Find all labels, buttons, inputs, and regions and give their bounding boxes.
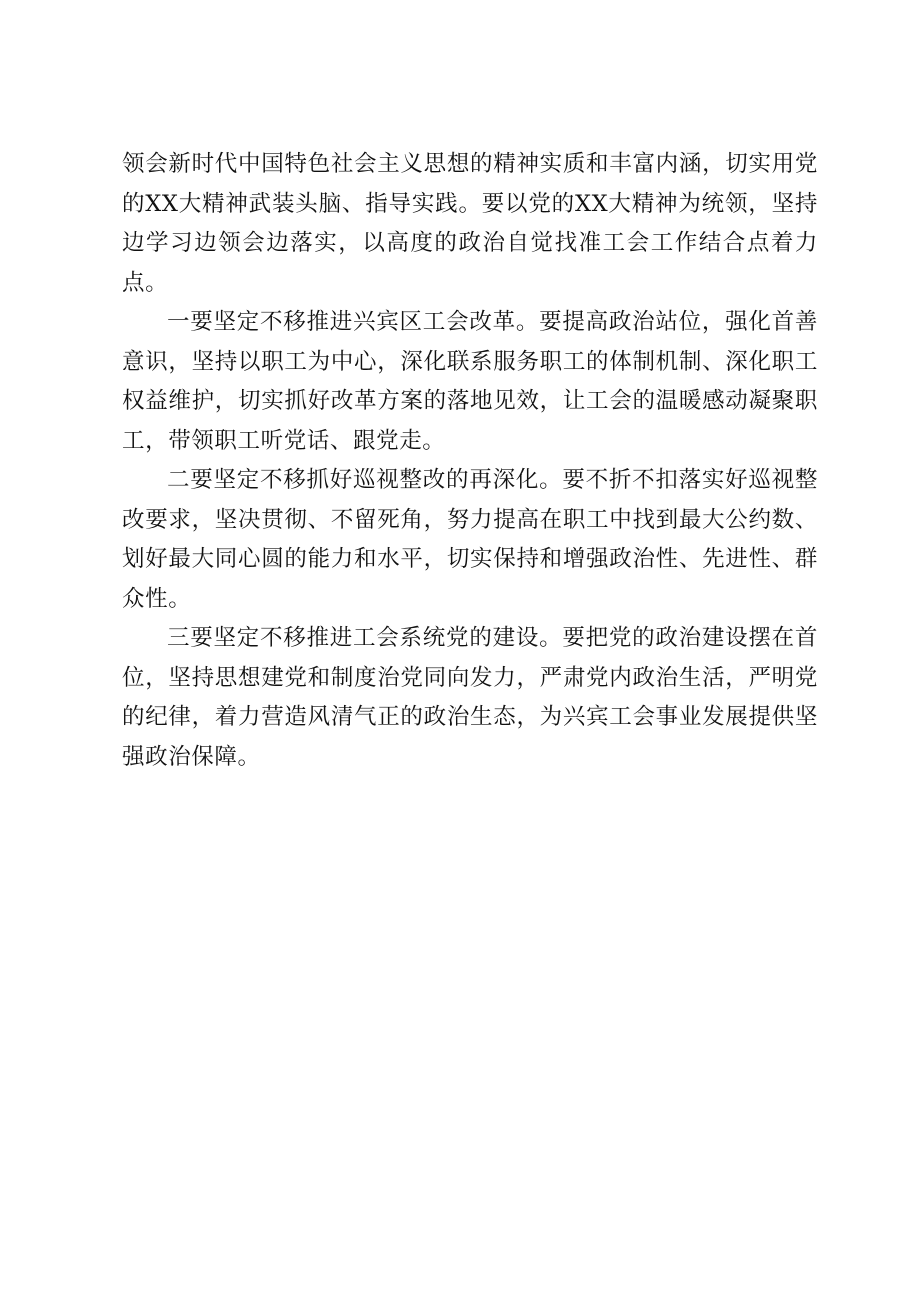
document-body — [122, 145, 818, 777]
paragraph-point-two: 二要坚定不移抓好巡视整改的再深化。要不折不扣落实好巡视整改要求，坚决贯彻、不留死角，努力提高在职工中找到最大公约数、划好最大同心圆的能力和水平，切实保持和增强政治性、先进性、群众性。 — [122, 467, 818, 612]
paragraph-point-three: 三要坚定不移推进工会系统党的建设。要把党的政治建设摆在首位，坚持思想建党和制度治党同向发力，严肃党内政治生活，严明党的纪律，着力营造风清气正的政治生态，为兴宾工会事业发展提供坚强政治保障。 — [122, 625, 818, 770]
paragraph-point-one: 一要坚定不移推进兴宾区工会改革。要提高政治站位，强化首善意识，坚持以职工为中心，深化联系服务职工的体制机制、深化职工权益维护，切实抓好改革方案的落地见效，让工会的温暖感动凝聚职工，带领职工听党话、跟党走。 — [122, 309, 818, 454]
paragraph-intro: 领会新时代中国特色社会主义思想的精神实质和丰富内涵，切实用党的XX大精神武装头脑、指导实践。要以党的XX大精神为统领，坚持边学习边领会边落实，以高度的政治自觉找准工会工作结合点着力点。 — [122, 151, 818, 296]
